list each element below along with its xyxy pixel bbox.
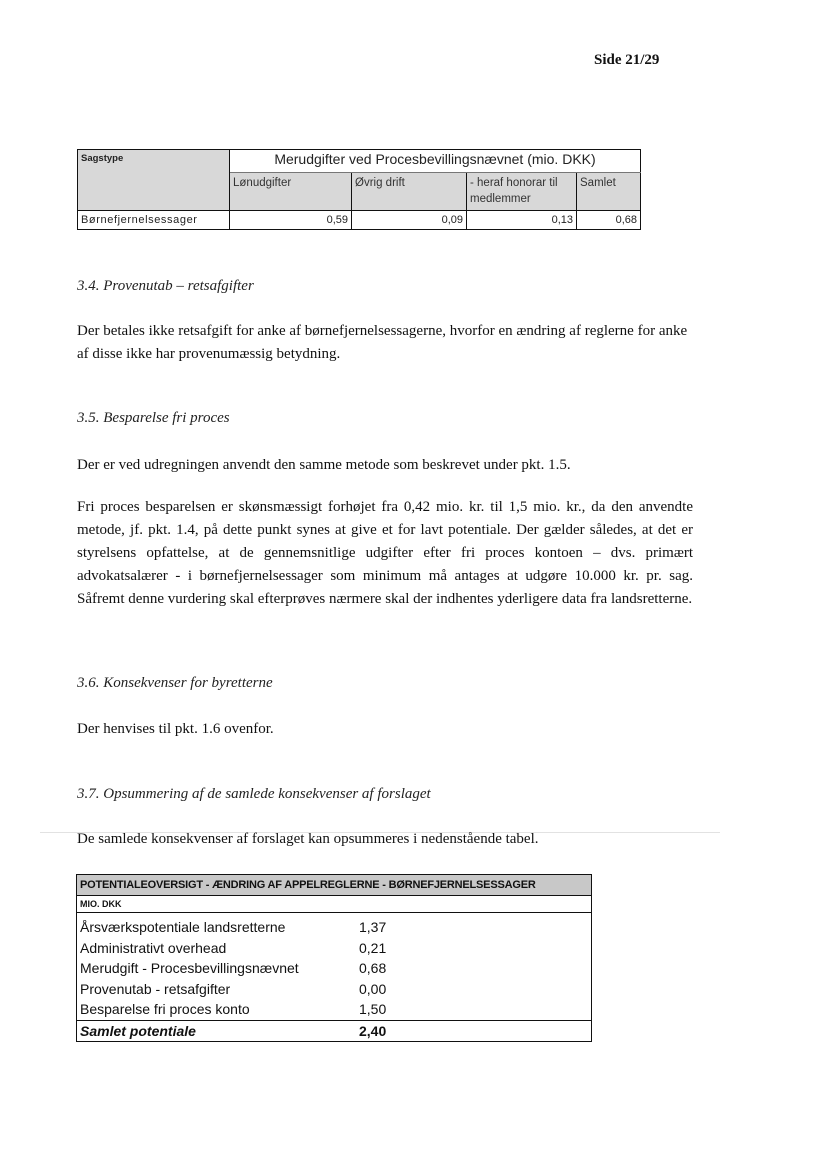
section-heading-3-6: 3.6. Konsekvenser for byretterne: [77, 675, 273, 691]
col-header-honorar: - heraf honorar til medlemmer: [467, 173, 577, 211]
table-row: [77, 938, 592, 959]
row-value: 0,68: [359, 960, 387, 977]
row-value: 0,00: [359, 980, 387, 997]
paragraph: Der er ved udregningen anvendt den samme metode som beskrevet under pkt. 1.5.: [77, 457, 571, 473]
row-label: Årsværkspotentiale landsretterne: [80, 919, 286, 936]
value-honorar: 0,13: [467, 211, 577, 230]
table-unit: MIO. DKK: [77, 896, 592, 913]
table-row: [77, 999, 592, 1020]
sagstype-header: Sagstype: [78, 150, 230, 211]
table-row: [77, 979, 592, 1000]
row-label: Administrativt overhead: [80, 939, 227, 956]
row-label: Besparelse fri proces konto: [80, 1001, 250, 1018]
row-label: Børnefjernelsessager: [78, 211, 230, 230]
total-row: [77, 1020, 592, 1042]
table-row: [77, 958, 592, 979]
table-title: POTENTIALEOVERSIGT - ÆNDRING AF APPELREGLERNE - BØRNEFJERNELSESSAGER: [77, 875, 592, 896]
total-value: 2,40: [359, 1020, 572, 1042]
table-row: [78, 211, 641, 230]
col-header-samlet: Samlet: [577, 173, 641, 211]
value-lonudgifter: 0,59: [230, 211, 352, 230]
section-heading-3-7: 3.7. Opsummering af de samlede konsekvenser af forslaget: [77, 786, 431, 802]
page-number: Side 21/29: [594, 52, 660, 68]
potential-summary-table: [76, 874, 592, 1042]
row-label: Provenutab - retsafgifter: [80, 980, 231, 997]
paragraph: De samlede konsekvenser af forslaget kan opsummeres i nedenstående tabel.: [77, 831, 539, 847]
col-header-lonudgifter: Lønudgifter: [230, 173, 352, 211]
group-header: Merudgifter ved Procesbevillingsnævnet (mio. DKK): [230, 150, 641, 173]
section-heading-3-5: 3.5. Besparelse fri proces: [77, 410, 230, 426]
procesbevillingsnaevnet-cost-table: [77, 149, 641, 230]
total-label: Samlet potentiale: [77, 1020, 360, 1042]
row-value: 1,50: [359, 1001, 387, 1018]
paragraph: Der henvises til pkt. 1.6 ovenfor.: [77, 721, 274, 737]
value-ovrig-drift: 0,09: [352, 211, 467, 230]
paragraph: Der betales ikke retsafgift for anke af børnefjernelsessagerne, hvorfor en ændring af reglerne for anke af disse ikke har provenumæssig betydning.: [77, 323, 688, 362]
row-value: 1,37: [359, 919, 387, 936]
table-row: [77, 913, 592, 938]
col-header-ovrig-drift: Øvrig drift: [352, 173, 467, 211]
row-value: 0,21: [359, 939, 387, 956]
value-samlet: 0,68: [577, 211, 641, 230]
section-heading-3-4: 3.4. Provenutab – retsafgifter: [77, 278, 254, 294]
row-label: Merudgift - Procesbevillingsnævnet: [80, 960, 299, 977]
paragraph: Fri proces besparelsen er skønsmæssigt forhøjet fra 0,42 mio. kr. til 1,5 mio. kr., da den anvendte metode, jf. pkt. 1.4, på dette punkt synes at give et for lavt potentiale. Der gælder således, at det er styrelsens opfattelse, at de gennemsnitlige udgifter efter fri proces kontoen – dvs. primært advokatsalærer - i børnefjernelsessager som minimum må antages at udgøre 10.000 kr. pr. sag. Såfremt denne vurdering skal efterprøves nærmere skal der indhentes yderligere data fra landsretterne.: [77, 499, 693, 607]
